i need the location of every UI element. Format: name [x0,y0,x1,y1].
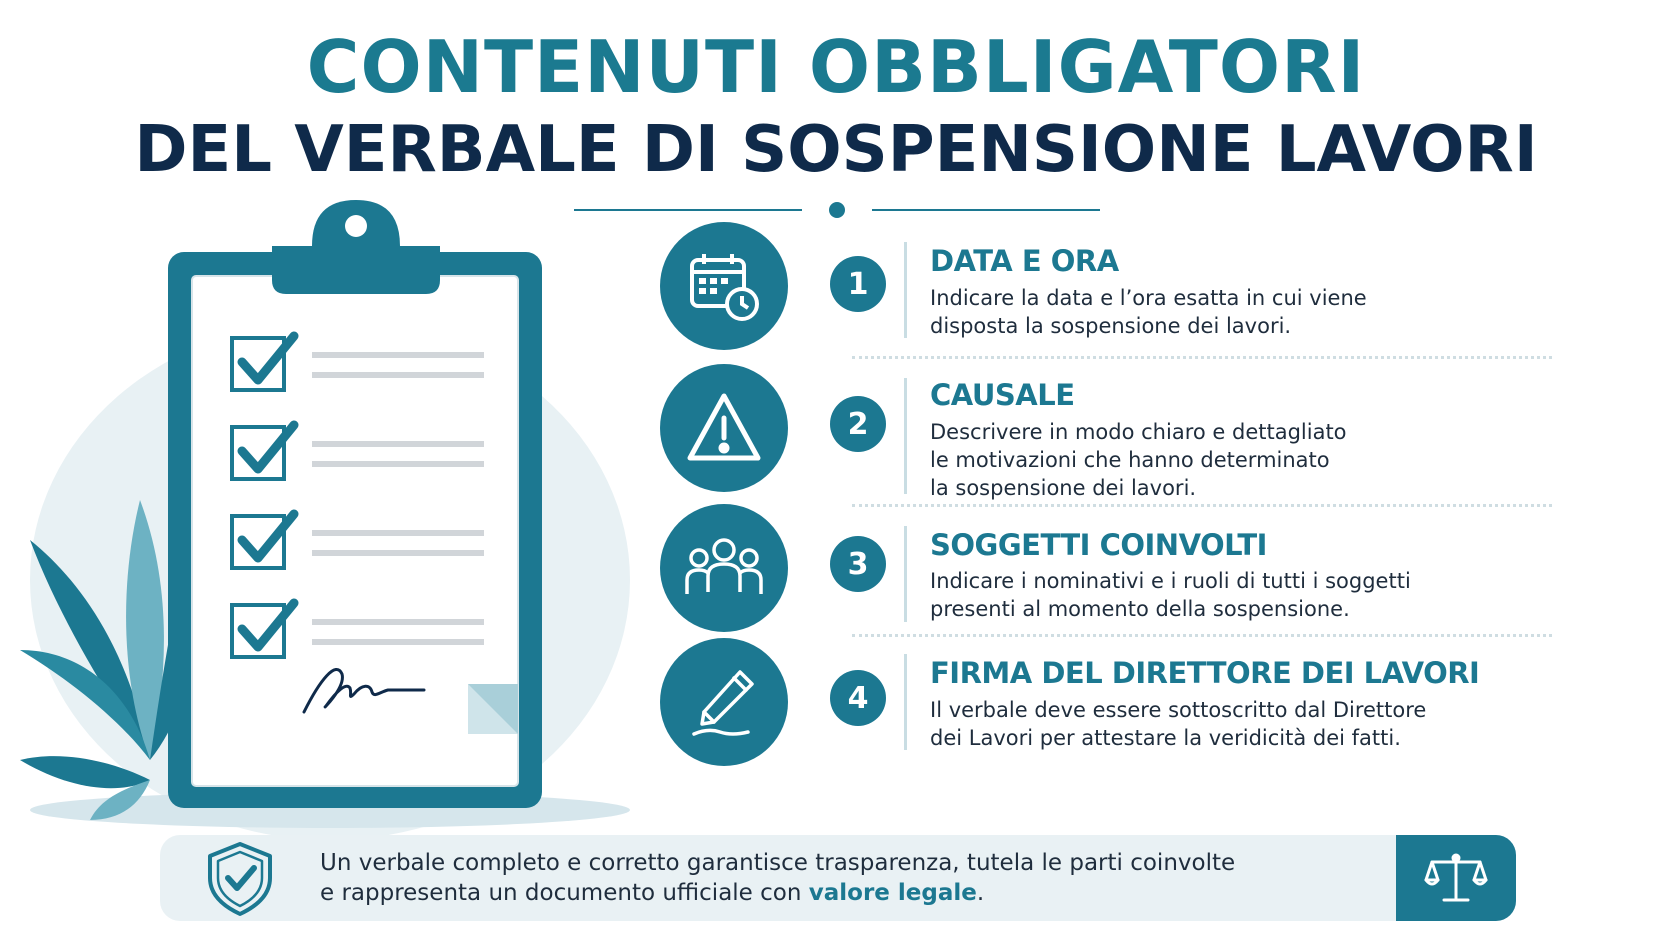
footer-text-line1: Un verbale completo e corretto garantisce trasparenza, tutela le parti coinvolte [320,850,1236,876]
footer-text [320,848,1300,908]
clipboard-illustration [0,200,660,840]
item-title-firma-direttore: FIRMA DEL DIRETTORE DEI LAVORI [930,656,1480,690]
item-divider-bar [904,654,907,750]
shield-check-icon [200,838,280,918]
item-number-2: 2 [830,396,886,452]
item-divider-bar [904,242,907,338]
item-number-1: 1 [830,256,886,312]
page-title-line2: DEL VERBALE DI SOSPENSIONE LAVORI [134,113,1538,187]
item-description: Il verbale deve essere sottoscritto dal Direttore dei Lavori per attestare la veridicità dei fatti. [930,698,1427,750]
item-title-data-e-ora: DATA E ORA [930,244,1119,278]
page-title-line1: CONTENUTI OBBLIGATORI [306,25,1366,109]
item-separator [852,634,1552,637]
footer-highlight: valore legale [808,880,977,906]
item-description: Indicare i nominativi e i ruoli di tutti i soggetti presenti al momento della sospensione. [930,569,1411,621]
scale-icon [1424,850,1488,906]
item-separator [852,504,1552,507]
item-separator [852,356,1552,359]
warning-icon [660,364,788,492]
item-description: Descrivere in modo chiaro e dettagliato le motivazioni che hanno determinato la sospensione dei lavori. [930,420,1347,500]
footer-text-suffix: . [976,880,985,906]
calendar-clock-icon [660,222,788,350]
item-divider-bar [904,378,907,494]
item-title-causale: CAUSALE [930,378,1075,412]
pen-icon [660,638,788,766]
item-description: Indicare la data e l’ora esatta in cui viene disposta la sospensione dei lavori. [930,286,1367,338]
footer-text-line2: e rappresenta un documento ufficiale con [320,880,809,906]
item-title-soggetti-coinvolti: SOGGETTI COINVOLTI [930,528,1267,562]
item-divider-bar [904,526,907,622]
item-number-4: 4 [830,670,886,726]
item-number-3: 3 [830,536,886,592]
people-group-icon [660,504,788,632]
scale-icon-box [1396,835,1516,921]
